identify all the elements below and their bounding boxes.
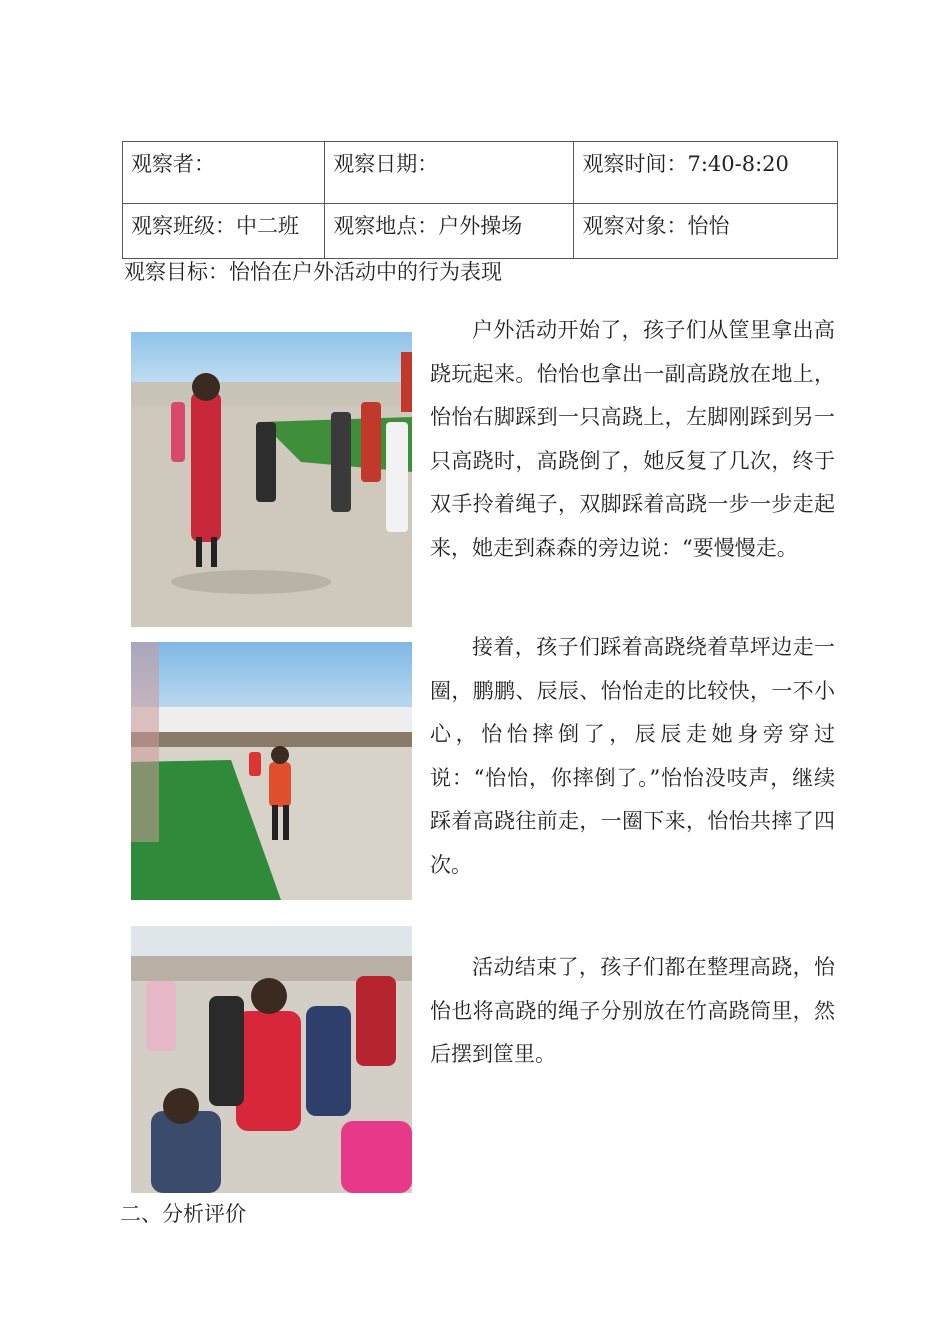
class-cell: 观察班级：中二班	[123, 204, 325, 259]
observation-goal: 观察目标：怡怡在户外活动中的行为表现	[124, 260, 502, 284]
section-heading-analysis: 二、分析评价	[120, 1202, 246, 1226]
observation-info-table	[122, 141, 838, 259]
photo-stilts-tidy	[131, 926, 412, 1193]
place-cell: 观察地点：户外操场	[325, 204, 574, 259]
paragraph-activity-start: 户外活动开始了，孩子们从筐里拿出高跷玩起来。怡怡也拿出一副高跷放在地上，怡怡右脚踩到一只高跷上，左脚刚踩到另一只高跷时，高跷倒了，她反复了几次，终于双手拎着绳子，双脚踩着高跷一步一步走起来，她走到森森的旁边说：“要慢慢走。	[430, 318, 835, 560]
time-cell: 观察时间：7:40-8:20	[574, 142, 838, 204]
observer-cell: 观察者：	[123, 142, 325, 204]
paragraph-walking-lawn: 接着，孩子们踩着高跷绕着草坪边走一圈，鹏鹏、辰辰、怡怡走的比较快，一不小心，怡怡摔倒了，辰辰走她身旁穿过说：“怡怡，你摔倒了。”怡怡没吱声，继续踩着高跷往前走，一圈下来，怡怡共摔了四次。	[430, 635, 835, 877]
photo-stilts-start	[131, 332, 412, 627]
photo-stilts-lawn	[131, 642, 412, 900]
date-cell: 观察日期：	[325, 142, 574, 204]
paragraph-activity-end: 活动结束了，孩子们都在整理高跷，怡怡也将高跷的绳子分别放在竹高跷筒里，然后摆到筐里。	[430, 955, 835, 1066]
target-cell: 观察对象：怡怡	[574, 204, 838, 259]
